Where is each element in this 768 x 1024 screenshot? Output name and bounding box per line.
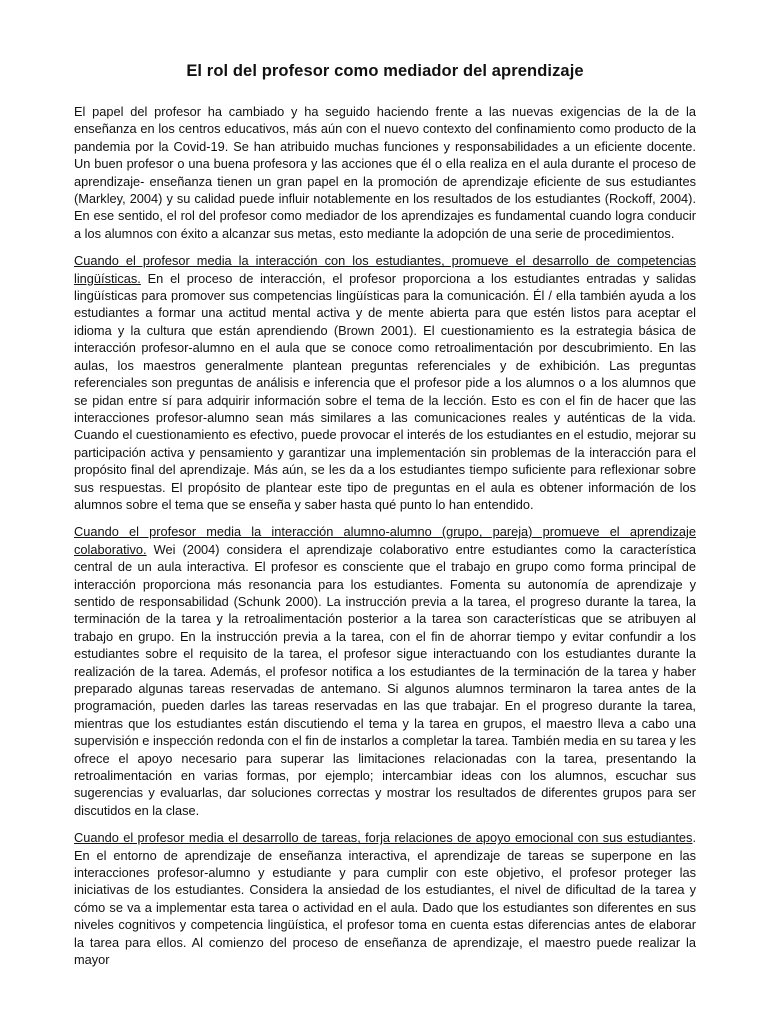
paragraph-heading: Cuando el profesor media la interacción alumno-alumno (grupo, pareja) promueve el aprendizaje colaborativo. xyxy=(74,524,696,557)
paragraph-body: . En el entorno de aprendizaje de enseñanza interactiva, el aprendizaje de tareas se superpone en las interacciones profesor-alumno y estudiante y para cumplir con este objetivo, el profesor proteger las iniciativas de los estudiantes. Considera la ansiedad de los estudiantes, el nivel de dificultad de la tarea y cómo se va a implementar esta tarea o actividad en el aula. Dado que los estudiantes son diferentes en sus niveles cognitivos y competencia lingüística, el profesor toma en cuenta estas diferencias antes de elaborar la tarea para ellos. Al comienzo del proceso de enseñanza de aprendizaje, el maestro puede realizar la mayor xyxy=(74,830,696,968)
paragraph-heading: Cuando el profesor media el desarrollo de tareas, forja relaciones de apoyo emocional con sus estudiantes xyxy=(74,830,693,846)
paragraph-tasks xyxy=(74,829,696,968)
paragraph-intro xyxy=(74,103,696,242)
paragraph-body: En el proceso de interacción, el profesor proporciona a los estudiantes entradas y salidas lingüísticas para promover sus competencias lingüísticas para la comunicación. Él / ella también ayuda a los estudiantes a formar una actitud mental activa y de mente abierta para que estén listos para aceptar el idioma y la cultura que están aprendiendo (Brown 2001). El cuestionamiento es la estrategia básica de interacción profesor-alumno en el aula que se conoce como retroalimentación por descubrimiento. En las aulas, los maestros generalmente plantean preguntas referenciales y de exhibición. Las preguntas referenciales son preguntas de análisis e inferencia que el profesor pide a los alumnos o a los alumnos que se pidan entre sí para adquirir información sobre el tema de la lección. Esto es con el fin de hacer que las interacciones profesor-alumno sean más similares a las comunicaciones reales y auténticas de la vida. Cuando el cuestionamiento es efectivo, puede provocar el interés de los estudiantes en el estudio, mejorar su participación activa y pensamiento y garantizar una implementación sin problemas de la interacción para el propósito final del aprendizaje. Más aún, se les da a los estudiantes tiempo suficiente para reflexionar sobre sus respuestas. El propósito de plantear este tipo de preguntas en el aula es obtener información de los alumnos sobre el tema que se enseña y saber hasta qué punto lo han entendido. xyxy=(74,270,696,512)
paragraph-interaction xyxy=(74,252,696,513)
document-title: El rol del profesor como mediador del aprendizaje xyxy=(186,62,584,80)
paragraph-heading: Cuando el profesor media la interacción con los estudiantes, promueve el desarrollo de competencias lingüísticas. xyxy=(74,253,696,286)
paragraph-body: El papel del profesor ha cambiado y ha seguido haciendo frente a las nuevas exigencias de la de la enseñanza en los centros educativos, más aún con el nuevo contexto del confinamiento como producto de la pandemia por la Covid-19. Se han atribuido muchas funciones y responsabilidades a un eficiente docente. Un buen profesor o una buena profesora y las acciones que él o ella realiza en el aula durante el proceso de aprendizaje- enseñanza tienen un gran papel en la promoción de aprendizaje eficiente de sus estudiantes (Markley, 2004) y su calidad puede influir notablemente en los resultados de los estudiantes (Rockoff, 2004). En ese sentido, el rol del profesor como mediador de los aprendizajes es fundamental cuando logra conducir a los alumnos con éxito a alcanzar sus metas, esto mediante la adopción de una serie de procedimientos. xyxy=(74,104,696,241)
paragraph-body: Wei (2004) considera el aprendizaje colaborativo entre estudiantes como la característica central de un aula interactiva. El profesor es consciente que el trabajo en grupo como forma principal de interacción proporciona más resonancia para los estudiantes. Fomenta su autonomía de aprendizaje y sentido de responsabilidad (Schunk 2000). La instrucción previa a la tarea, el progreso durante la tarea, la terminación de la tarea y la retroalimentación posterior a la tarea son características que se atribuyen al trabajo en grupo. En la instrucción previa a la tarea, con el fin de ahorrar tiempo y evitar confundir a los estudiantes sobre el requisito de la tarea, el profesor sigue interactuando con los estudiantes durante la realización de la tarea. Además, el profesor notifica a los estudiantes de la terminación de la tarea y haber preparado algunas tareas reservadas de antemano. Si algunos alumnos terminaron la tarea antes de la programación, pueden darles las tareas reservadas en las que trabajar. En el progreso durante la tarea, mientras que los estudiantes están discutiendo el tema y la tarea en grupos, el maestro lleva a cabo una supervisión e inspección redonda con el fin de instarlos a completar la tarea. También media en su tarea y les ofrece el apoyo necesario para superar las limitaciones relacionadas con la tarea, presentando la retroalimentación en varias formas, por ejemplo; intercambiar ideas con los alumnos, escuchar sus sugerencias y evaluarlas, dar soluciones correctas y mostrar los resultados de diferentes grupos para ser discutidos en la clase. xyxy=(74,541,696,818)
paragraph-collaborative xyxy=(74,523,696,819)
